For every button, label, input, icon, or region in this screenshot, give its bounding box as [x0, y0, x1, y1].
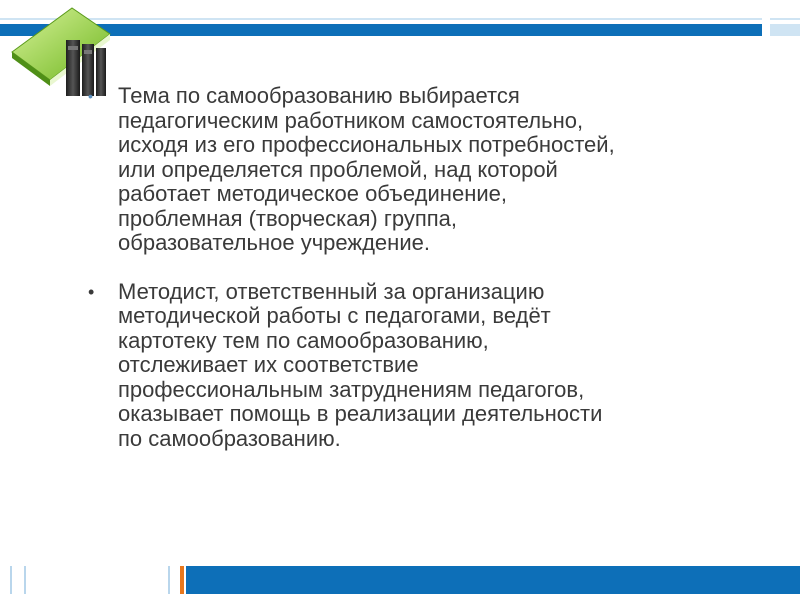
bullet-marker: •	[88, 281, 95, 302]
bullet-line: образовательное учреждение.	[118, 230, 430, 255]
top-right-thin-line	[770, 18, 800, 20]
top-right-block	[770, 24, 800, 36]
bottom-thin-line	[10, 566, 12, 594]
bullet-list	[88, 84, 728, 451]
bullet-line: педагогическим работником самостоятельно,	[118, 107, 584, 133]
bullet-marker: •	[88, 88, 93, 104]
bullet-line: картотеку тем по самообразованию,	[118, 327, 489, 353]
bullet-line: по самообразованию.	[118, 425, 341, 451]
bullet-line: проблемная (творческая) группа,	[118, 205, 458, 231]
bottom-decor-lines	[0, 566, 180, 594]
bullet-line: исходя из его профессиональных потребностей,	[118, 132, 615, 157]
bottom-orange-stripe	[180, 566, 184, 594]
bullet-line: оказывает помощь в реализации деятельности	[118, 401, 603, 426]
bullet-line: Тема по самообразованию выбирается	[118, 83, 520, 108]
bottom-thin-line	[24, 566, 26, 594]
bottom-accent-bar	[186, 566, 800, 594]
bottom-thin-line	[168, 566, 170, 594]
bullet-line: Методист, ответственный за организацию	[118, 278, 545, 304]
list-item	[88, 84, 728, 256]
bullet-line: методической работы с педагогами, ведёт	[118, 303, 551, 328]
bullet-line: профессиональным затруднениям педагогов,	[118, 376, 585, 402]
bullet-line: или определяется проблемой, над которой	[118, 156, 558, 182]
bullet-line: отслеживает их соответствие	[118, 352, 419, 377]
list-item	[88, 280, 728, 452]
bullet-line: работает методическое объединение,	[118, 181, 507, 206]
